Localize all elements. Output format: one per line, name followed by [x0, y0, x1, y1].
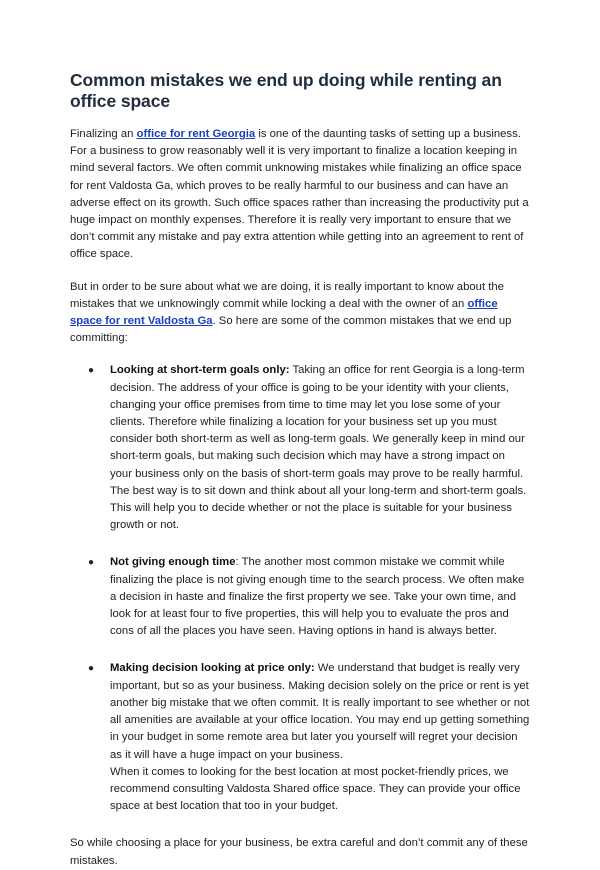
item-text: Taking an office for rent Georgia is a long-term decision. The address of your office is going to be your identity with your clients, changing your office premises from time to time may let you lose some of your clients. Therefore while finalizing a location for your business set up you must consider both short-term as well as long-term goals. We generally keep in mind our short-term goals, but making such decision which may have a strong impact on your business only on the basis of short-term goals may prove to be really harmful. The best way is to sit down and think about all your long-term and short-term goals. This will help you to decide whether or not the place is suitable for your business growth or not. — [110, 364, 527, 532]
intro-paragraph — [70, 126, 530, 264]
office-space-valdosta-link[interactable]: office space for rent Valdosta Ga — [70, 297, 498, 328]
intro-text-after: is one of the daunting tasks of setting up a business. For a business to grow reasonably well it is very important to finalize a location keeping in mind several factors. We often commit unknowing mistakes while finalizing an office space for rent Valdosta Ga, which proves to be really harmful to our business and can have an adverse effect on its growth. Such office spaces rather than increasing the productivity put a huge impact on monthly expenses. Therefore it is really very important to ensure that we don’t commit any mistake and pay extra attention while getting into an agreement to rent of office space. — [70, 128, 529, 261]
mistakes-list — [70, 362, 530, 815]
list-item — [88, 554, 530, 640]
item-heading: Making decision looking at price only: — [110, 662, 315, 675]
second-text-after: . So here are some of the common mistakes that we end up committing: — [70, 315, 512, 345]
page-title: Common mistakes we end up doing while renting an office space — [70, 70, 502, 111]
office-for-rent-georgia-link[interactable]: office for rent Georgia — [136, 128, 256, 140]
item-extra-text: When it comes to looking for the best location at most pocket-friendly prices, we recommend consulting Valdosta Shared office space. They can provide your office space at best location that too in your budget. — [110, 765, 521, 813]
bullet-icon: ● — [88, 663, 95, 675]
second-paragraph — [70, 279, 530, 348]
bullet-icon: ● — [88, 365, 95, 377]
closing-paragraph: So while choosing a place for your business, be extra careful and don’t commit any of these mistakes. — [70, 837, 528, 867]
list-item — [88, 660, 530, 815]
item-heading: Looking at short-term goals only: — [110, 364, 290, 377]
intro-text-before: Finalizing an — [70, 128, 137, 140]
item-heading: Not giving enough time — [110, 556, 236, 569]
list-item — [88, 362, 530, 534]
item-text: : The another most common mistake we commit while finalizing the place is not giving enough time to the search process. We often make a decision in haste and finalize the first property we see. Take your own time, and look for at least four to five properties, this will help you to evaluate the pros and cons of all the places you have seen. Having options in hand is always better. — [110, 556, 525, 638]
second-text-before: But in order to be sure about what we are doing, it is really important to know about the mistakes that we unknowingly commit while locking a deal with the owner of an — [70, 280, 504, 310]
bullet-icon: ● — [88, 557, 95, 569]
item-text: We understand that budget is really very important, but so as your business. Making decision solely on the price or rent is yet another big mistake that we often commit. It is really important to see whether or not all amenities are available at your office location. You may end up getting something in your budget in some remote area but later you yourself will regret your decision as it will have a huge impact on your business. — [110, 662, 530, 761]
